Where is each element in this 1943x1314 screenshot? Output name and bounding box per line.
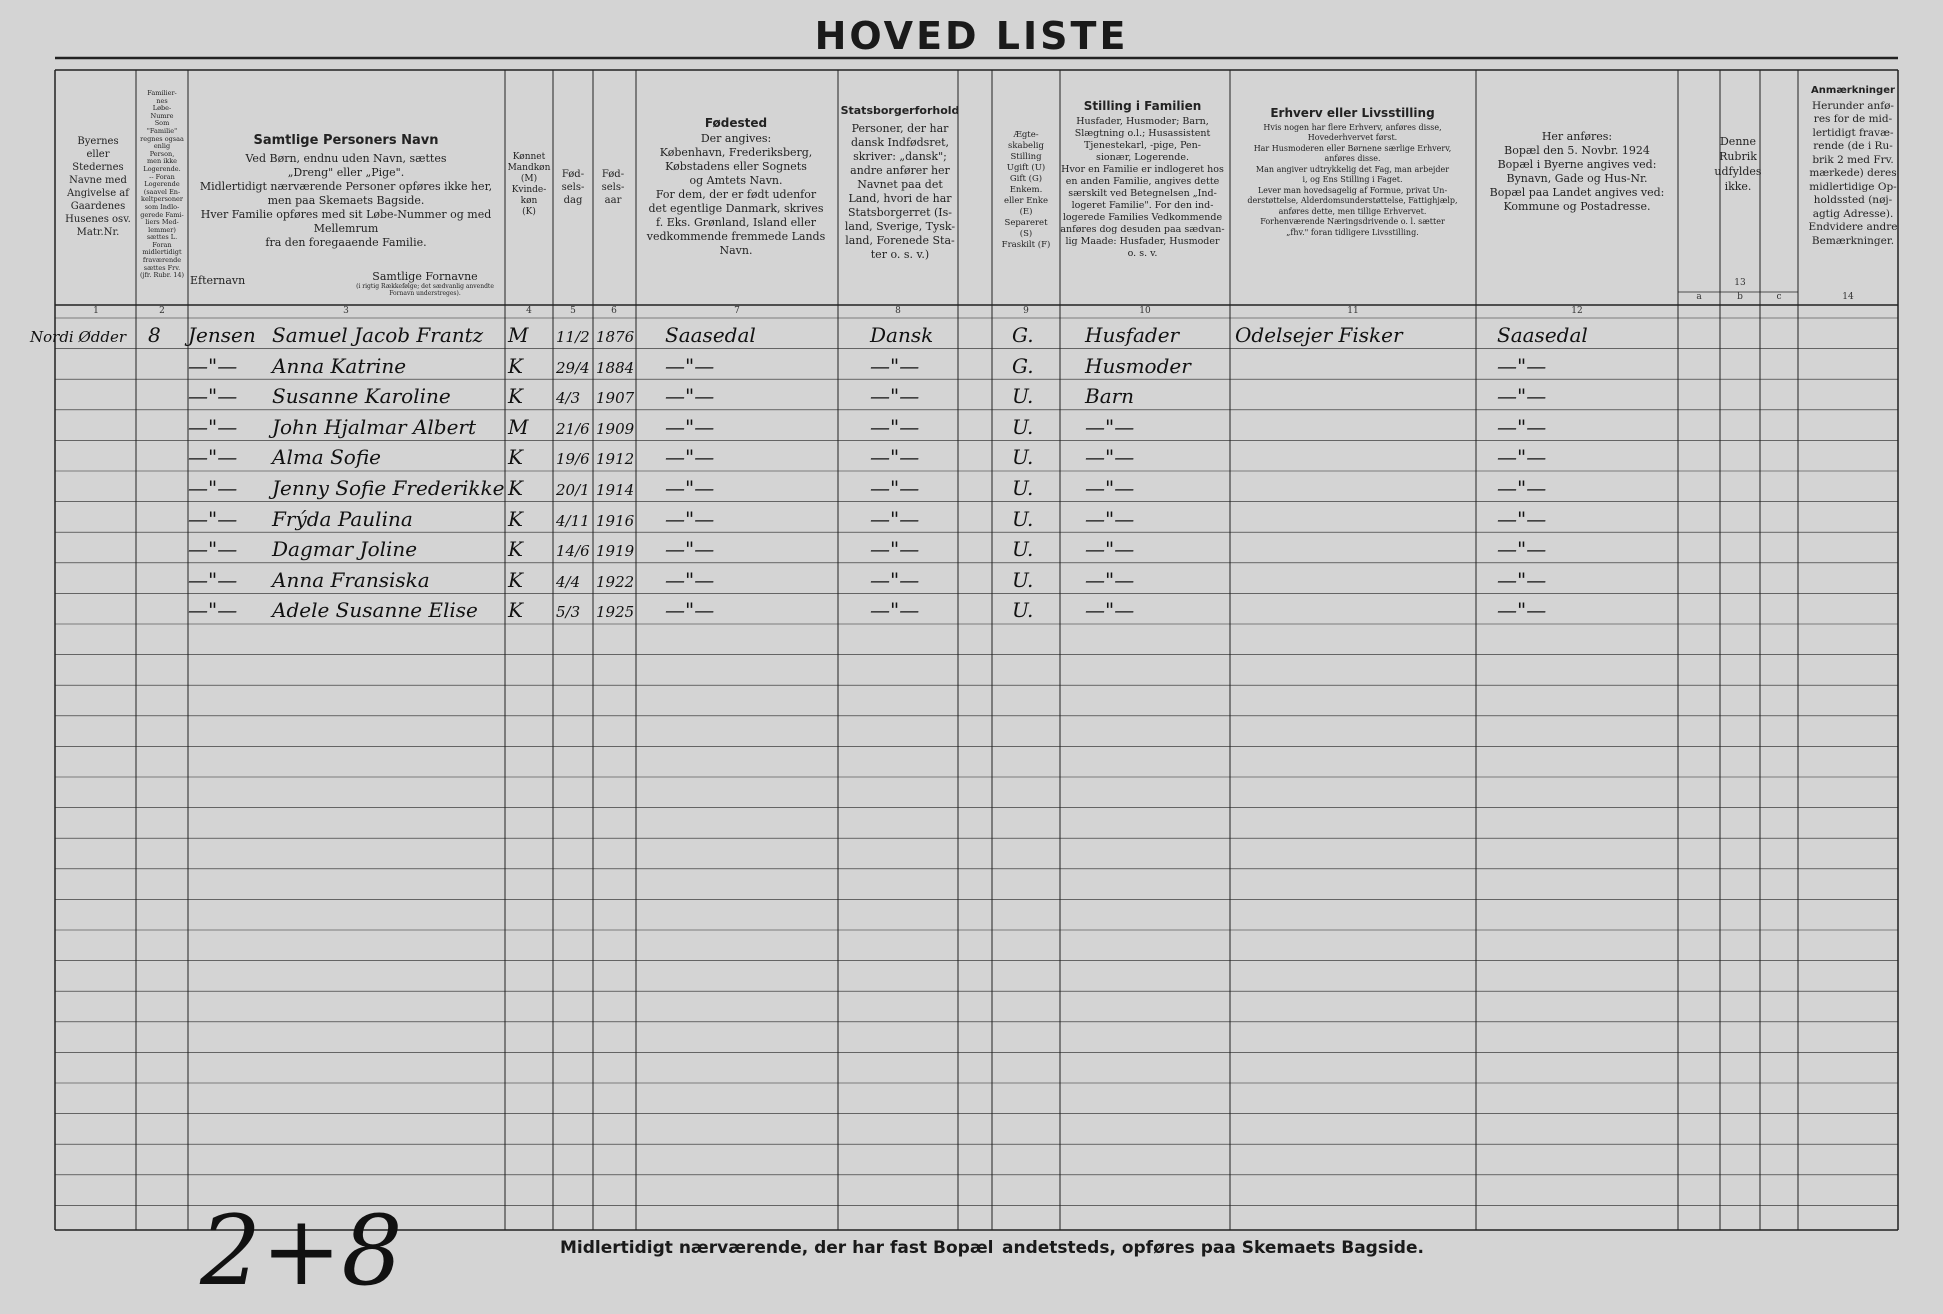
entry-surname: —"— bbox=[188, 567, 238, 592]
entry-residence: —"— bbox=[1497, 353, 1547, 378]
header-line: Ugift (U) bbox=[1006, 163, 1046, 173]
entry-year: 1876 bbox=[596, 328, 635, 346]
header-col-11-title: Erhverv eller Livsstilling bbox=[1270, 106, 1435, 120]
header-col-14-lines bbox=[1798, 100, 1908, 249]
header-col-9-lines bbox=[992, 130, 1060, 251]
header-line: Slægtning o.l.; Husassistent bbox=[1074, 128, 1211, 139]
entry-sex: K bbox=[508, 476, 523, 500]
entry-birthplace: —"— bbox=[665, 353, 715, 378]
entry-marital: U. bbox=[1012, 414, 1034, 439]
header-line: Hvor en Familie er indlogeret hos bbox=[1061, 164, 1224, 175]
entry-year: 1919 bbox=[596, 542, 635, 561]
entry-citizenship: —"— bbox=[870, 353, 920, 378]
header-line: Gift (G) bbox=[1009, 174, 1043, 184]
entry-residence: Saasedal bbox=[1497, 323, 1588, 347]
entry-marital: G. bbox=[1012, 323, 1034, 347]
header-line: nes bbox=[156, 96, 168, 105]
header-line: men paa Skemaets Bagside. bbox=[267, 194, 425, 207]
entry-citizenship: —"— bbox=[870, 567, 920, 592]
header-line: en anden Familie, angives dette bbox=[1065, 176, 1220, 187]
entry-year: 1922 bbox=[596, 572, 635, 591]
header-col-5 bbox=[553, 168, 593, 207]
header-line: sels- bbox=[601, 182, 625, 193]
header-line: særskilt ved Betegnelsen „Ind- bbox=[1068, 188, 1217, 199]
header-line: Numre bbox=[150, 111, 174, 120]
header-col-1 bbox=[58, 135, 138, 239]
header-line: Separeret bbox=[1004, 218, 1048, 228]
header-line: sels- bbox=[561, 182, 585, 193]
entry-birthplace: —"— bbox=[665, 476, 715, 500]
header-line: Har Husmoderen eller Børnene særlige Erhverv, bbox=[1253, 143, 1452, 153]
header-col-11 bbox=[1230, 108, 1475, 238]
header-line: f. Eks. Grønland, Island eller bbox=[656, 216, 816, 229]
header-col-3-fornavne-label: Samtlige Fornavne bbox=[372, 270, 478, 283]
header-line: aar bbox=[604, 195, 622, 206]
header-line: Rubrik bbox=[1719, 150, 1757, 163]
header-line: Fød- bbox=[601, 169, 625, 180]
header-col-8 bbox=[838, 104, 962, 262]
header-col-12-lines bbox=[1478, 130, 1676, 214]
header-line: anføres disse. bbox=[1324, 154, 1381, 163]
entry-marital: G. bbox=[1012, 353, 1034, 378]
header-col-3-title: Samtlige Personers Navn bbox=[253, 133, 439, 148]
column-number: 6 bbox=[611, 306, 617, 316]
entry-marital: U. bbox=[1012, 445, 1034, 470]
footer-left: Midlertidigt nærværende, der har fast Bopæl bbox=[560, 1238, 994, 1258]
header-line: logeret Familie". For den ind- bbox=[1071, 200, 1214, 211]
entry-names: Susanne Karoline bbox=[272, 384, 451, 409]
header-col-2-lines bbox=[136, 90, 188, 280]
entry-sex: K bbox=[508, 567, 523, 592]
entry-citizenship: —"— bbox=[870, 476, 920, 500]
entry-citizenship: —"— bbox=[870, 537, 920, 562]
column-number: 4 bbox=[526, 306, 532, 316]
header-line: mærkede) deres bbox=[1809, 167, 1897, 179]
header-line: anføres dog desuden paa sædvan- bbox=[1060, 224, 1225, 235]
header-line: brik 2 med Frv. bbox=[1812, 153, 1894, 166]
header-line: Bemærkninger. bbox=[1811, 234, 1895, 247]
header-line: Familier- bbox=[147, 89, 177, 97]
header-line: (E) bbox=[1019, 207, 1033, 217]
entry-family-role: Husfader bbox=[1085, 323, 1180, 347]
entry-birthplace: —"— bbox=[665, 598, 715, 623]
entry-family-role: —"— bbox=[1085, 598, 1135, 623]
entry-surname: —"— bbox=[188, 537, 238, 562]
entry-citizenship: Dansk bbox=[870, 323, 934, 347]
header-line: fra den foregaaende Familie. bbox=[265, 236, 427, 249]
header-line: Denne bbox=[1719, 135, 1756, 148]
header-col-11-lines bbox=[1230, 123, 1475, 239]
header-line: og Amtets Navn. bbox=[689, 174, 783, 187]
column-number: 8 bbox=[895, 306, 901, 316]
header-col-10 bbox=[1060, 100, 1225, 260]
header-col-12 bbox=[1478, 130, 1676, 214]
entry-year: 1884 bbox=[596, 358, 635, 377]
header-line: Bynavn, Gade og Hus-Nr. bbox=[1506, 172, 1648, 185]
entry-family-role: Barn bbox=[1085, 384, 1135, 409]
entry-citizenship: —"— bbox=[870, 384, 920, 409]
header-col-14 bbox=[1798, 84, 1908, 248]
header-line: dag bbox=[563, 195, 583, 206]
header-line: lemmer) bbox=[148, 225, 176, 234]
entry-residence: —"— bbox=[1497, 384, 1547, 409]
column-number: 5 bbox=[570, 306, 576, 316]
header-line: o. s. v. bbox=[1127, 248, 1158, 259]
header-line: Statsborgerret (Is- bbox=[848, 206, 952, 219]
entry-family-role: —"— bbox=[1085, 567, 1135, 592]
entry-year: 1909 bbox=[596, 419, 635, 438]
header-line: sionær, Logerende. bbox=[1096, 152, 1189, 163]
header-line: Herunder anfø- bbox=[1812, 99, 1894, 112]
header-col-13 bbox=[1678, 134, 1798, 194]
header-line: Gaardenes bbox=[70, 201, 126, 212]
entry-sex: K bbox=[508, 537, 523, 562]
entry-day: 21/6 bbox=[556, 419, 590, 438]
entry-sex: K bbox=[508, 384, 523, 409]
header-line: "Familie" bbox=[146, 126, 178, 135]
entry-residence: —"— bbox=[1497, 598, 1547, 623]
header-line: midlertidige Op- bbox=[1809, 180, 1897, 193]
entry-names: Samuel Jacob Frantz bbox=[272, 323, 484, 347]
header-line: Man angiver udtrykkelig det Fag, man arbejder bbox=[1255, 164, 1450, 174]
header-line: Stilling bbox=[1010, 152, 1042, 162]
column-number: c bbox=[1776, 292, 1782, 302]
header-line: Stedernes bbox=[72, 162, 124, 173]
header-line: Personer, der har bbox=[851, 122, 949, 135]
entry-family-role: Husmoder bbox=[1085, 353, 1191, 378]
entry-names: Frýda Paulina bbox=[272, 506, 413, 531]
header-line: Midlertidigt nærværende Personer opføres ikke her, bbox=[199, 180, 493, 193]
header-line: (K) bbox=[522, 207, 536, 217]
entry-sex: K bbox=[508, 445, 523, 470]
entry-names: Anna Katrine bbox=[272, 353, 407, 378]
header-line: i, og Ens Stilling i Faget. bbox=[1302, 175, 1403, 184]
entry-names: Anna Fransiska bbox=[272, 567, 430, 592]
header-line: Byernes bbox=[77, 136, 119, 147]
header-col-10-lines bbox=[1060, 116, 1225, 260]
entry-birthplace: —"— bbox=[665, 384, 715, 409]
header-line: men ikke bbox=[146, 157, 178, 166]
header-line: Bopæl paa Landet angives ved: bbox=[1489, 186, 1665, 199]
header-line: Mandkøn bbox=[507, 163, 551, 173]
header-line: dansk Indfødsret, bbox=[850, 136, 950, 149]
header-line: lig Maade: Husfader, Husmoder bbox=[1065, 236, 1220, 247]
header-col-7-lines bbox=[636, 132, 836, 258]
header-line: land, Forenede Sta- bbox=[845, 234, 955, 247]
entry-names: Dagmar Joline bbox=[272, 537, 418, 562]
header-line: København, Frederiksberg, bbox=[659, 146, 813, 159]
entry-citizenship: —"— bbox=[870, 506, 920, 531]
header-line: Kommune og Postadresse. bbox=[1503, 200, 1651, 213]
entry-marital: U. bbox=[1012, 384, 1034, 409]
header-line: Der angives: bbox=[700, 132, 772, 145]
entry-birthplace: Saasedal bbox=[665, 323, 756, 347]
entry-day: 5/3 bbox=[556, 603, 581, 622]
entry-residence: —"— bbox=[1497, 537, 1547, 562]
column-number: 1 bbox=[93, 306, 99, 316]
header-line: vedkommende fremmede Lands bbox=[646, 230, 826, 243]
entry-family-role: —"— bbox=[1085, 414, 1135, 439]
header-line: land, Sverige, Tysk- bbox=[844, 220, 956, 233]
header-line: (S) bbox=[1019, 229, 1033, 239]
entry-sex: K bbox=[508, 353, 523, 378]
entry-citizenship: —"— bbox=[870, 414, 920, 439]
entry-day: 4/11 bbox=[556, 511, 590, 530]
header-line: „Dreng" eller „Pige". bbox=[287, 166, 405, 179]
entry-surname: —"— bbox=[188, 445, 238, 470]
header-col-4-lines bbox=[505, 152, 553, 218]
header-line: keltpersoner bbox=[141, 195, 183, 204]
header-line: For dem, der er født udenfor bbox=[655, 188, 817, 201]
header-line: Løbe- bbox=[152, 104, 172, 113]
entry-day: 19/6 bbox=[556, 450, 590, 469]
column-number: 14 bbox=[1842, 292, 1854, 302]
header-col-1-lines bbox=[58, 135, 138, 239]
header-line: (saavel En- bbox=[143, 187, 181, 196]
entry-day: 14/6 bbox=[556, 542, 590, 561]
header-line: Her anføres: bbox=[1541, 130, 1613, 143]
header-line: Tjenestekarl, -pige, Pen- bbox=[1084, 140, 1201, 151]
entry-surname: —"— bbox=[188, 476, 238, 500]
column-number: 11 bbox=[1347, 306, 1359, 316]
header-line: skriver: „dansk"; bbox=[853, 150, 947, 163]
entry-surname: —"— bbox=[188, 506, 238, 531]
column-number: 2 bbox=[159, 306, 165, 316]
entry-surname: —"— bbox=[188, 414, 238, 439]
header-line: Matr.Nr. bbox=[76, 227, 120, 238]
header-col-3-lines bbox=[188, 152, 504, 250]
header-col-5-lines bbox=[553, 168, 593, 207]
header-line: ter o. s. v.) bbox=[870, 248, 930, 261]
entry-residence: —"— bbox=[1497, 476, 1547, 500]
entry-names: John Hjalmar Albert bbox=[272, 414, 477, 439]
header-line: som Indlo- bbox=[144, 202, 180, 211]
header-line: Hver Familie opføres med sit Løbe-Nummer og med Mellemrum bbox=[200, 208, 492, 235]
header-line: logerede Families Vedkommende bbox=[1062, 212, 1223, 223]
column-number: 9 bbox=[1023, 306, 1029, 316]
column-number: b bbox=[1737, 292, 1743, 302]
entry-year: 1912 bbox=[596, 450, 635, 469]
header-line: liers Med- bbox=[145, 218, 179, 227]
header-line: regnes ogsaa bbox=[140, 134, 184, 143]
header-line: køn bbox=[520, 196, 538, 206]
entry-sex: M bbox=[508, 323, 529, 347]
footer-right: andetsteds, opføres paa Skemaets Bagside. bbox=[1002, 1238, 1424, 1258]
entry-sex: K bbox=[508, 506, 523, 531]
entry-family-role: —"— bbox=[1085, 537, 1135, 562]
header-line: Land, hvori de har bbox=[848, 192, 952, 205]
header-col-4 bbox=[505, 152, 553, 218]
entry-marital: U. bbox=[1012, 476, 1034, 500]
entry-marital: U. bbox=[1012, 598, 1034, 623]
header-line: holdssted (nøj- bbox=[1813, 194, 1893, 206]
entry-residence: —"— bbox=[1497, 445, 1547, 470]
header-col-7-title: Fødested bbox=[704, 116, 768, 130]
header-col-6-lines bbox=[593, 168, 633, 207]
entry-surname: —"— bbox=[188, 353, 238, 378]
header-line: Fraskilt (F) bbox=[1001, 240, 1051, 250]
header-line: udfyldes bbox=[1714, 165, 1762, 178]
header-line: Husenes osv. bbox=[65, 214, 131, 225]
entry-family-role: —"— bbox=[1085, 445, 1135, 470]
entry-day: 20/1 bbox=[556, 481, 590, 499]
header-line: eller bbox=[86, 149, 110, 160]
header-line: Person, bbox=[149, 149, 175, 158]
entry-marital: U. bbox=[1012, 567, 1034, 592]
header-line: Kønnet bbox=[512, 152, 546, 162]
column-number: 13 bbox=[1734, 278, 1746, 288]
entry-names: Jenny Sofie Frederikke bbox=[272, 476, 505, 500]
header-line: Forhenværende Næringsdrivende o. l. sætter bbox=[1260, 217, 1445, 226]
entry-day: 4/4 bbox=[556, 572, 581, 591]
entry-occupation: Odelsejer Fisker bbox=[1235, 323, 1403, 347]
header-col-10-title: Stilling i Familien bbox=[1083, 99, 1202, 113]
header-col-3 bbox=[188, 134, 504, 250]
header-line: Hvis nogen har flere Erhverv, anføres disse, bbox=[1263, 122, 1442, 132]
header-col-7 bbox=[636, 116, 836, 258]
header-line: Fød- bbox=[561, 169, 585, 180]
entry-birthplace: —"— bbox=[665, 537, 715, 562]
header-line: Lever man hovedsagelig af Formue, privat Un- bbox=[1257, 185, 1448, 195]
header-line: andre anfører her bbox=[850, 164, 950, 177]
header-line: (jfr. Rubr. 14) bbox=[139, 271, 185, 280]
header-line: Enkem. bbox=[1009, 185, 1043, 195]
entry-year: 1925 bbox=[596, 603, 635, 622]
column-number: 7 bbox=[734, 306, 740, 316]
header-line: Bopæl den 5. Novbr. 1924 bbox=[1504, 144, 1650, 157]
header-line: Husfader, Husmoder; Barn, bbox=[1076, 116, 1209, 127]
entry-citizenship: —"— bbox=[870, 445, 920, 470]
header-line: res for de mid- bbox=[1813, 113, 1893, 125]
entry-names: Alma Sofie bbox=[272, 445, 382, 470]
header-line: -- Foran bbox=[149, 172, 175, 181]
header-line: Angivelse af bbox=[67, 188, 129, 199]
header-line: Kvinde- bbox=[511, 185, 547, 195]
entry-birthplace: —"— bbox=[665, 567, 715, 592]
column-number: 10 bbox=[1139, 306, 1151, 316]
header-line: ikke. bbox=[1724, 180, 1752, 193]
header-line: Endvidere andre bbox=[1808, 221, 1898, 233]
header-col-3-fornavne-note: (i rigtig Rækkefølge; det sædvanlig anvendte Fornavn understreges). bbox=[356, 283, 494, 297]
entry-residence: —"— bbox=[1497, 506, 1547, 531]
header-line: Logerende. bbox=[143, 164, 181, 173]
header-col-9 bbox=[992, 130, 1060, 251]
header-col-3-fornavne bbox=[350, 270, 500, 297]
entry-residence: —"— bbox=[1497, 414, 1547, 439]
header-line: Logerende bbox=[144, 180, 180, 189]
entry-residence: —"— bbox=[1497, 567, 1547, 592]
entry-names: Adele Susanne Elise bbox=[272, 598, 478, 623]
entry-surname: —"— bbox=[188, 384, 238, 409]
header-col-14-title: Anmærkninger bbox=[1811, 85, 1895, 96]
entry-marital: U. bbox=[1012, 506, 1034, 531]
entry-citizenship: —"— bbox=[870, 598, 920, 623]
header-line: Navn. bbox=[719, 244, 753, 257]
column-number: 3 bbox=[343, 306, 349, 316]
entry-sex: M bbox=[508, 414, 529, 439]
entry-birthplace: —"— bbox=[665, 506, 715, 531]
header-line: agtig Adresse). bbox=[1812, 207, 1894, 220]
entry-day: 29/4 bbox=[556, 358, 590, 377]
header-line: derstøttelse, Alderdomsunderstøttelse, Fattighjælp, bbox=[1247, 196, 1458, 205]
header-line: Navnet paa det bbox=[857, 178, 943, 191]
header-line: gerede Fami- bbox=[140, 210, 184, 219]
header-line: lertidigt fravæ- bbox=[1812, 126, 1894, 139]
handwritten-total: 2+8 bbox=[200, 1195, 403, 1307]
header-line: sættes L. bbox=[146, 233, 178, 242]
header-line: (M) bbox=[520, 174, 538, 184]
entry-surname: Jensen bbox=[188, 323, 256, 347]
entry-place: Nordi Ødder bbox=[30, 328, 127, 346]
header-line: sættes Frv. bbox=[143, 263, 181, 272]
page-title: HOVED LISTE bbox=[814, 14, 1129, 58]
header-line: „fhv." foran tidligere Livsstilling. bbox=[1286, 227, 1419, 237]
entry-family-role: —"— bbox=[1085, 476, 1135, 500]
header-line: Ægte- bbox=[1013, 130, 1039, 140]
header-line: skabelig bbox=[1008, 141, 1044, 151]
column-number: 12 bbox=[1571, 306, 1583, 316]
header-col-2 bbox=[136, 90, 188, 280]
header-line: rende (de i Ru- bbox=[1813, 140, 1893, 152]
entry-day: 4/3 bbox=[556, 389, 581, 408]
entry-family-no: 8 bbox=[148, 323, 161, 347]
header-line: fraværende bbox=[142, 256, 182, 265]
header-line: eller Enke bbox=[1003, 196, 1049, 206]
header-col-3-efternavn: Efternavn bbox=[190, 274, 246, 287]
entry-marital: U. bbox=[1012, 537, 1034, 562]
header-line: anføres dette, men tillige Erhvervet. bbox=[1278, 206, 1427, 216]
entry-year: 1916 bbox=[596, 511, 635, 530]
entry-surname: —"— bbox=[188, 598, 238, 623]
header-col-6 bbox=[593, 168, 633, 207]
column-number: a bbox=[1696, 292, 1702, 302]
header-col-13-lines bbox=[1678, 134, 1798, 194]
header-line: Ved Børn, endnu uden Navn, sættes bbox=[245, 152, 447, 165]
entry-sex: K bbox=[508, 598, 523, 623]
entry-birthplace: —"— bbox=[665, 445, 715, 470]
entry-year: 1914 bbox=[596, 481, 635, 499]
header-line: det egentlige Danmark, skrives bbox=[648, 202, 824, 215]
header-col-8-title: Statsborgerforhold bbox=[840, 104, 960, 117]
header-line: midlertidigt bbox=[142, 248, 182, 257]
entry-birthplace: —"— bbox=[665, 414, 715, 439]
header-line: Navne med bbox=[69, 175, 127, 186]
header-line: Hovederhvervet først. bbox=[1307, 133, 1398, 142]
header-line: Bopæl i Byerne angives ved: bbox=[1497, 158, 1657, 171]
header-line: Som bbox=[154, 119, 170, 128]
header-line: Foran bbox=[152, 240, 172, 249]
entry-family-role: —"— bbox=[1085, 506, 1135, 531]
header-line: enlig bbox=[153, 142, 171, 151]
header-line: Købstadens eller Sognets bbox=[665, 160, 807, 173]
entry-day: 11/2 bbox=[556, 328, 590, 346]
header-col-8-lines bbox=[838, 122, 962, 262]
entry-year: 1907 bbox=[596, 389, 635, 408]
